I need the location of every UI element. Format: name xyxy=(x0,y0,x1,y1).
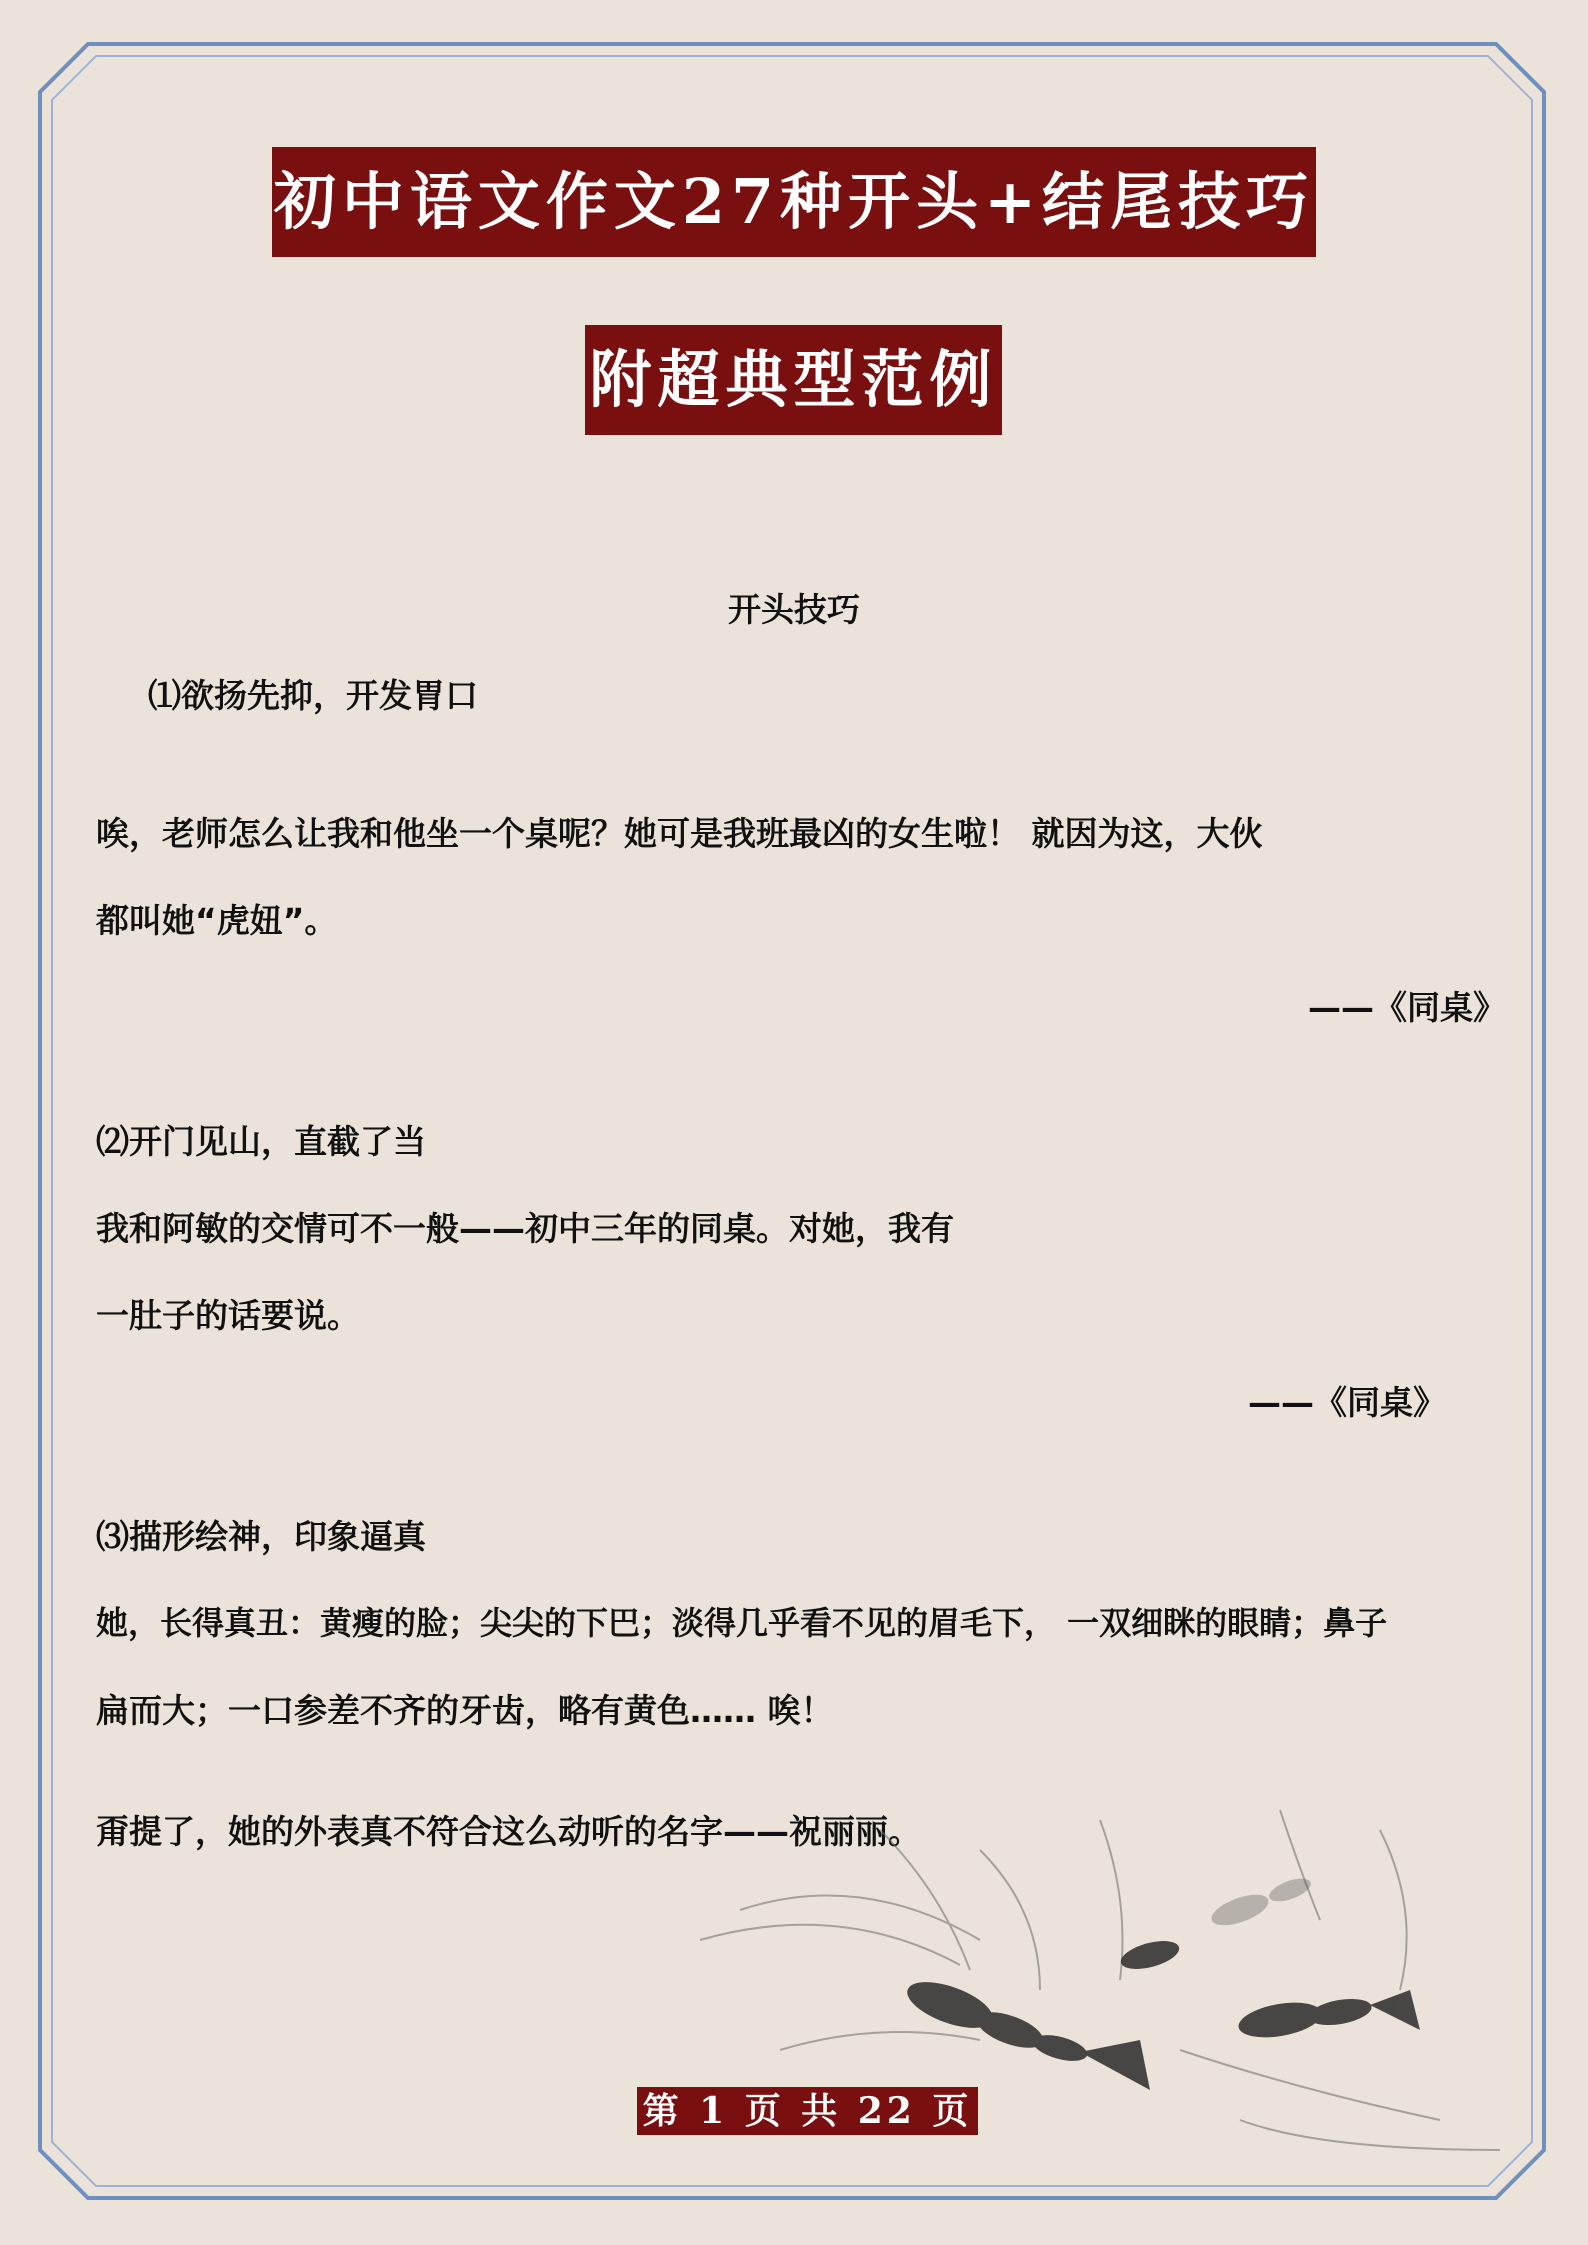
item-1-heading: ⑴欲扬先抑，开发胃口 xyxy=(148,676,478,715)
item-1-source: ——《同桌》 xyxy=(1308,988,1506,1027)
title-line-1: 初中语文作文27种开头+结尾技巧 xyxy=(272,147,1316,257)
item-2-line-2: 一肚子的话要说。 xyxy=(96,1296,360,1335)
item-3-heading: ⑶描形绘神，印象逼真 xyxy=(96,1517,426,1556)
item-3-line-2: 扁而大；一口参差不齐的牙齿，略有黄色…… 唉！ xyxy=(96,1691,834,1730)
item-3-line-3: 甭提了，她的外表真不符合这么动听的名字——祝丽丽。 xyxy=(96,1812,921,1851)
item-2-heading: ⑵开门见山，直截了当 xyxy=(96,1122,426,1161)
page-number: 第 1 页 共 22 页 xyxy=(637,2087,978,2135)
item-1-line-2: 都叫她“虎妞”。 xyxy=(96,901,338,940)
item-1-line-1: 唉，老师怎么让我和他坐一个桌呢？她可是我班最凶的女生啦！ 就因为这，大伙 xyxy=(96,814,1263,853)
item-3-line-1: 她，长得真丑：黄瘦的脸；尖尖的下巴；淡得几乎看不见的眉毛下， 一双细眯的眼睛；鼻子 xyxy=(96,1604,1388,1642)
title-line-2: 附超典型范例 xyxy=(585,325,1002,435)
item-2-source: ——《同桌》 xyxy=(1248,1383,1446,1422)
item-2-line-1: 我和阿敏的交情可不一般——初中三年的同桌。对她，我有 xyxy=(96,1209,954,1248)
section-heading: 开头技巧 xyxy=(728,590,860,629)
